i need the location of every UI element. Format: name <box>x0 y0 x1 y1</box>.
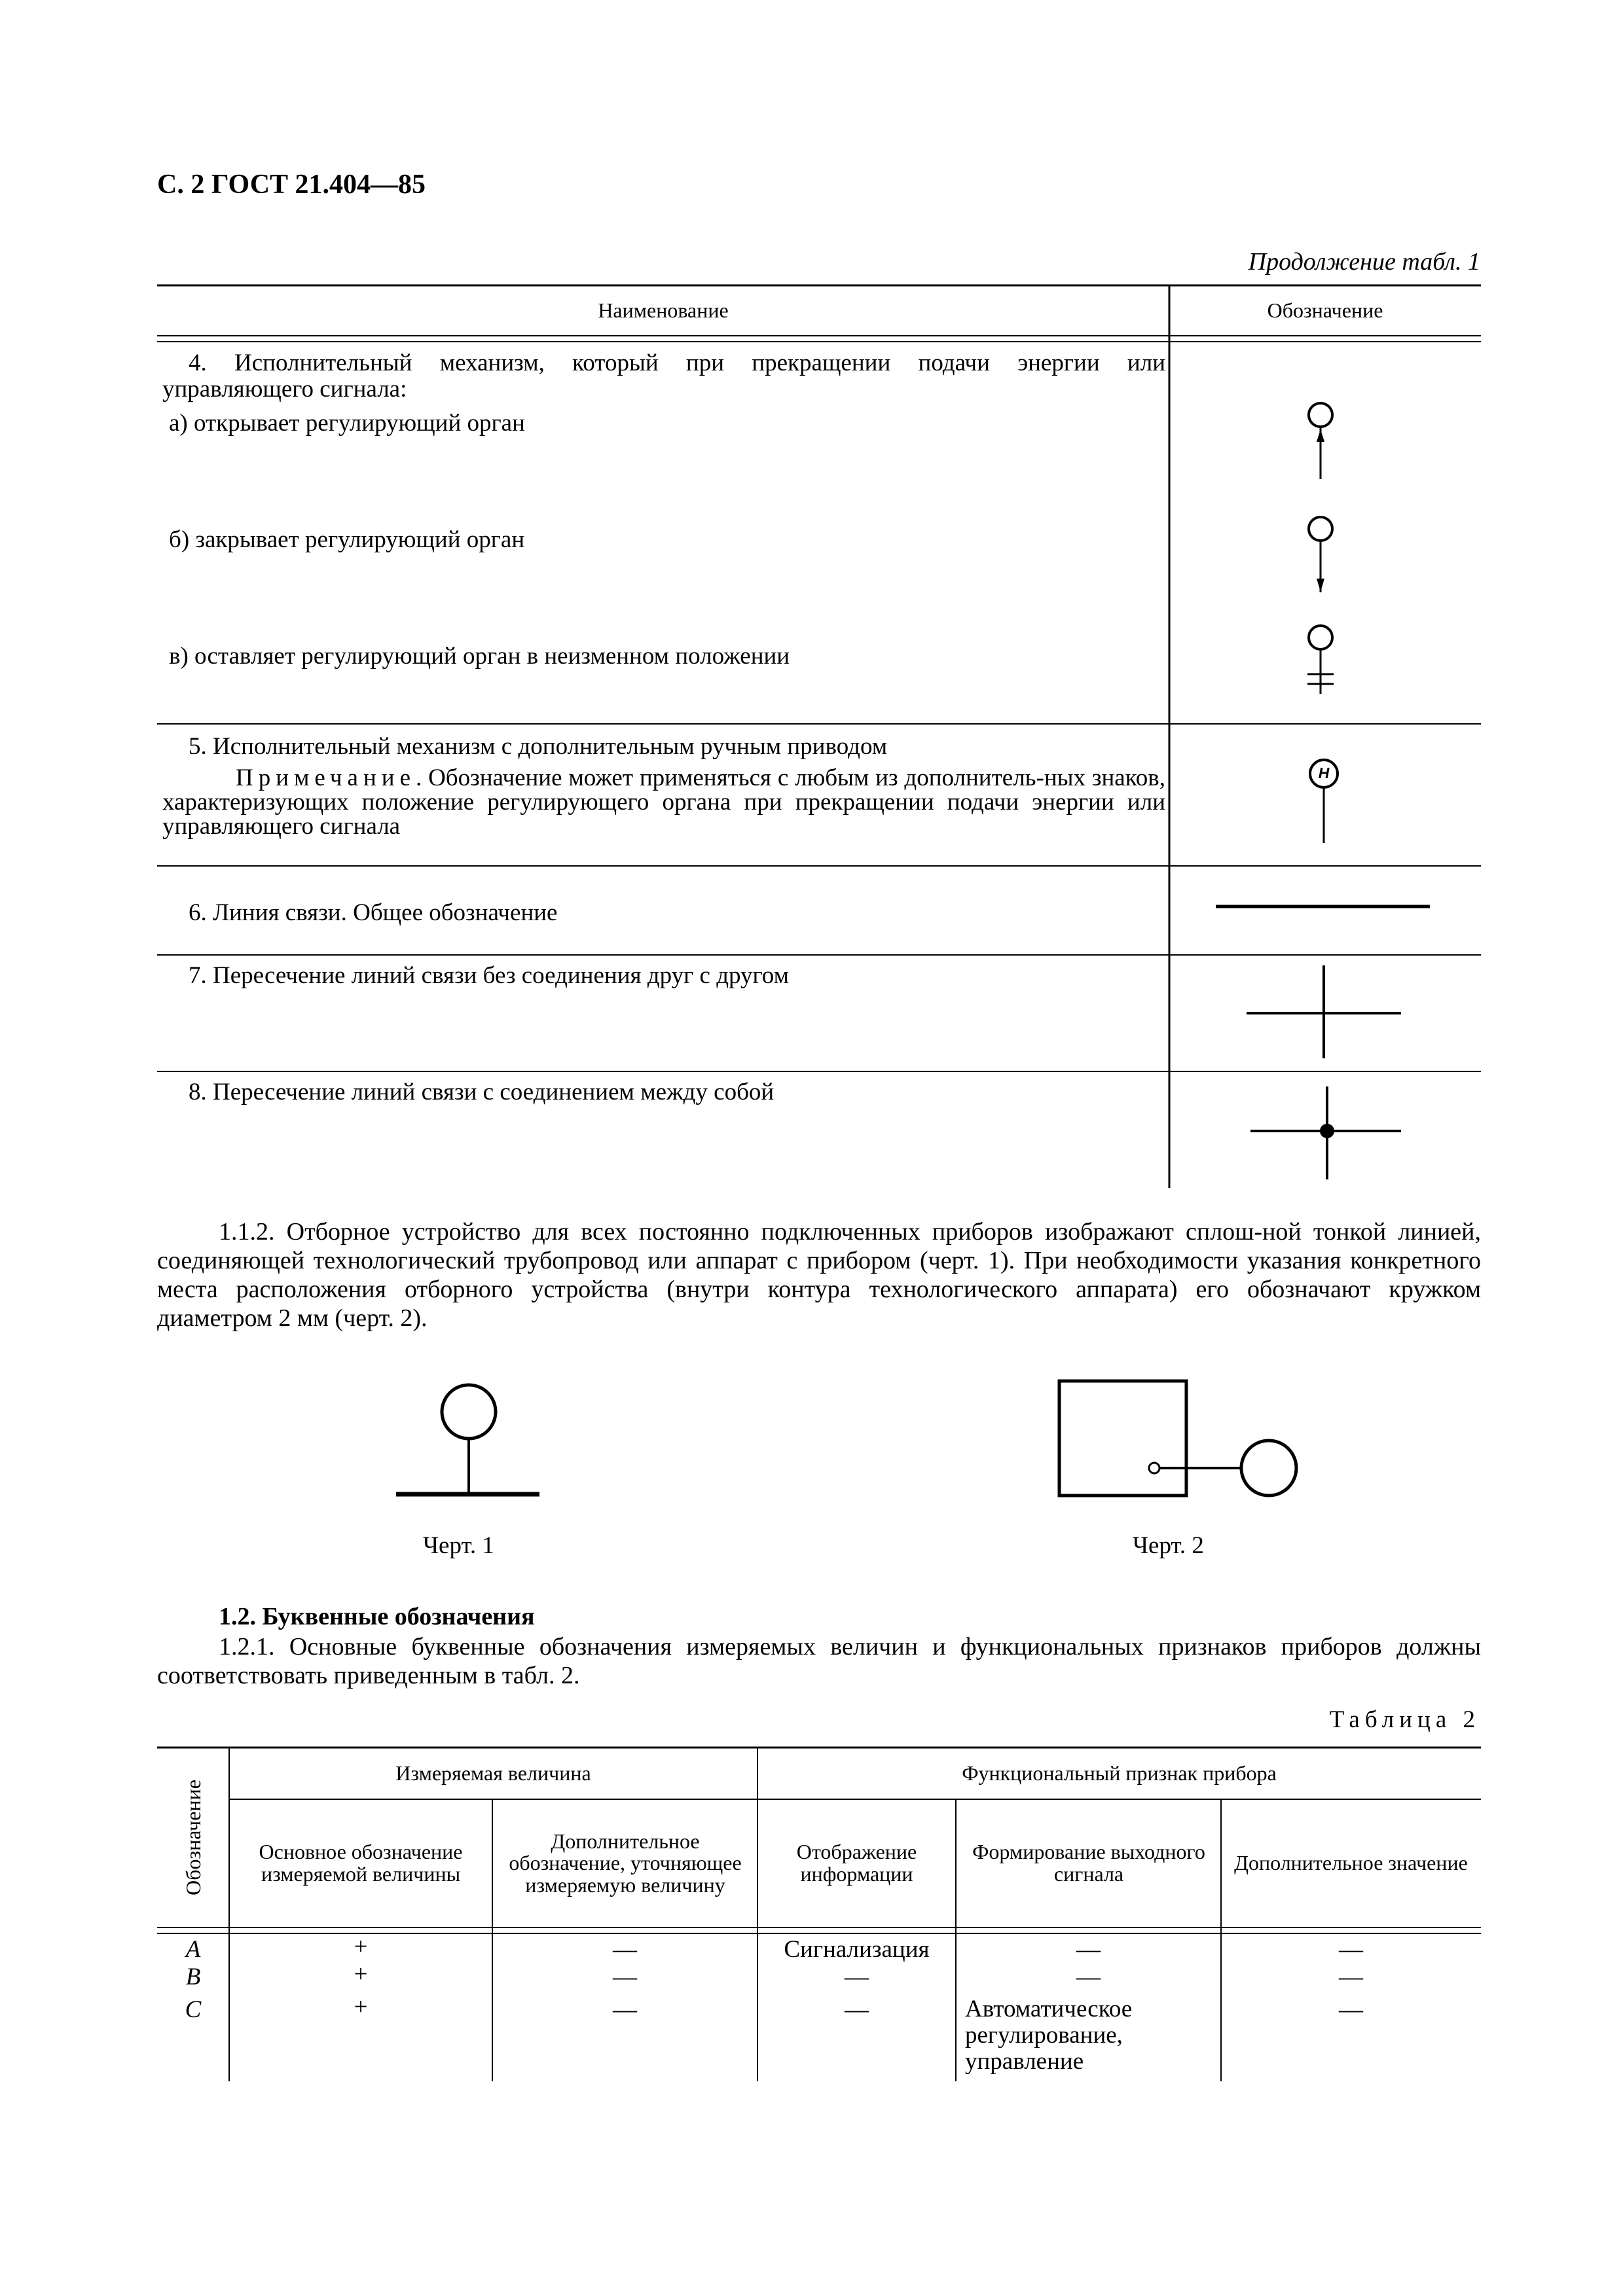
row4-text-line2: управляющего сигнала: <box>162 376 407 403</box>
table-row-additional: — <box>613 1964 637 1990</box>
figure-1-caption: Черт. 1 <box>423 1532 494 1559</box>
table-row-extra: — <box>1339 1936 1363 1963</box>
row4-item-a: а) открывает регулирующий орган <box>169 410 525 437</box>
table-row-additional: — <box>613 1936 637 1963</box>
table-row-additional: — <box>613 1996 637 2023</box>
table-row-basic: + <box>354 1994 368 2020</box>
row4-item-b: б) закрывает регулирующий орган <box>169 526 525 553</box>
row5-note <box>162 766 1165 838</box>
table2-header-symbol: Обозначение <box>181 1780 205 1895</box>
table-row-output: — <box>1076 1964 1101 1990</box>
table2-caption: Таблица 2 <box>1329 1706 1480 1733</box>
table2-header-additional: Дополнительное обозначение, уточняющее измеряемую величину <box>509 1829 742 1897</box>
section-1-2-title: 1.2. Буквенные обозначения <box>219 1603 535 1630</box>
table1-header-symbol: Обозначение <box>1267 298 1383 322</box>
table2-group-measured: Измеряемая величина <box>395 1761 591 1785</box>
paragraph-1-1-2: 1.1.2. Отборное устройство для всех постоянно подключенных приборов изображают сплош-ной тонкой линией, соединяющей технологический трубопровод или аппарат с прибором (черт. 1). При необходимости указания конкретного места расположения отборного устройства (внутри контура технологического аппарата) его обозначают кружком диаметром 2 мм (черт. 2). <box>157 1218 1481 1333</box>
table-row-display: — <box>845 1996 869 2023</box>
table-row-extra: — <box>1339 1996 1363 2023</box>
table-row-extra: — <box>1339 1964 1363 1990</box>
manual-drive-letter: H <box>1318 764 1330 781</box>
line-crossing-no-connection-symbol <box>1247 965 1401 1058</box>
table-row-basic: + <box>354 1933 368 1960</box>
row5-text: 5. Исполнительный механизм с дополнительным ручным приводом <box>189 733 888 760</box>
line-crossing-with-connection-symbol <box>1250 1086 1401 1179</box>
actuator-open-symbol <box>1309 403 1332 479</box>
figure-1-drawing <box>396 1385 539 1494</box>
row6-text: 6. Линия связи. Общее обозначение <box>189 899 558 926</box>
table-row-letter: A <box>185 1936 201 1963</box>
table2-group-functional: Функциональный признак прибора <box>962 1761 1277 1785</box>
row8-text: 8. Пересечение линий связи с соединением между собой <box>189 1079 775 1105</box>
row5-note-text: . Обозначение может применяться с любым из дополнитель-ных знаков, характеризующих положение регулирующего органа при прекращении подачи энергии или управляющего сигнала <box>162 764 1165 840</box>
actuator-close-symbol <box>1309 517 1332 592</box>
table-row-display: — <box>845 1964 869 1990</box>
row4-text-line1: 4. Исполнительный механизм, который при прекращении подачи энергии или <box>189 350 1165 376</box>
row7-text: 7. Пересечение линий связи без соединения друг с другом <box>189 962 790 989</box>
page-header: С. 2 ГОСТ 21.404—85 <box>157 170 426 200</box>
table2-header-basic: Основное обозначение измеряемой величины <box>259 1840 463 1886</box>
paragraph-1-2-1: 1.2.1. Основные буквенные обозначения измеряемых величин и функциональных признаков приборов должны соответствовать приведенным в табл. 2. <box>157 1633 1481 1690</box>
table-continuation-label: Продолжение табл. 1 <box>1248 248 1480 276</box>
table2-header-display: Отображение информации <box>796 1840 917 1886</box>
table2-header-extra: Дополнительное значение <box>1234 1851 1468 1875</box>
table1-header-name: Наименование <box>598 298 729 322</box>
figure-2-drawing <box>1059 1381 1296 1496</box>
actuator-hold-symbol <box>1307 626 1334 694</box>
table2-header-output: Формирование выходного сигнала <box>972 1840 1205 1886</box>
figure-2-caption: Черт. 2 <box>1133 1532 1204 1559</box>
table-row-letter: B <box>185 1964 201 1990</box>
table-row-basic: + <box>354 1961 368 1988</box>
row4-item-c: в) оставляет регулирующий орган в неизменном положении <box>169 643 790 670</box>
table-row-output: Автоматическое регулирование, управление <box>965 1996 1133 2075</box>
row5-note-label: Примечание <box>236 764 416 791</box>
table-row-output: — <box>1076 1936 1101 1963</box>
table-row-letter: C <box>185 1996 202 2023</box>
table-row-display: Сигнализация <box>784 1936 930 1963</box>
